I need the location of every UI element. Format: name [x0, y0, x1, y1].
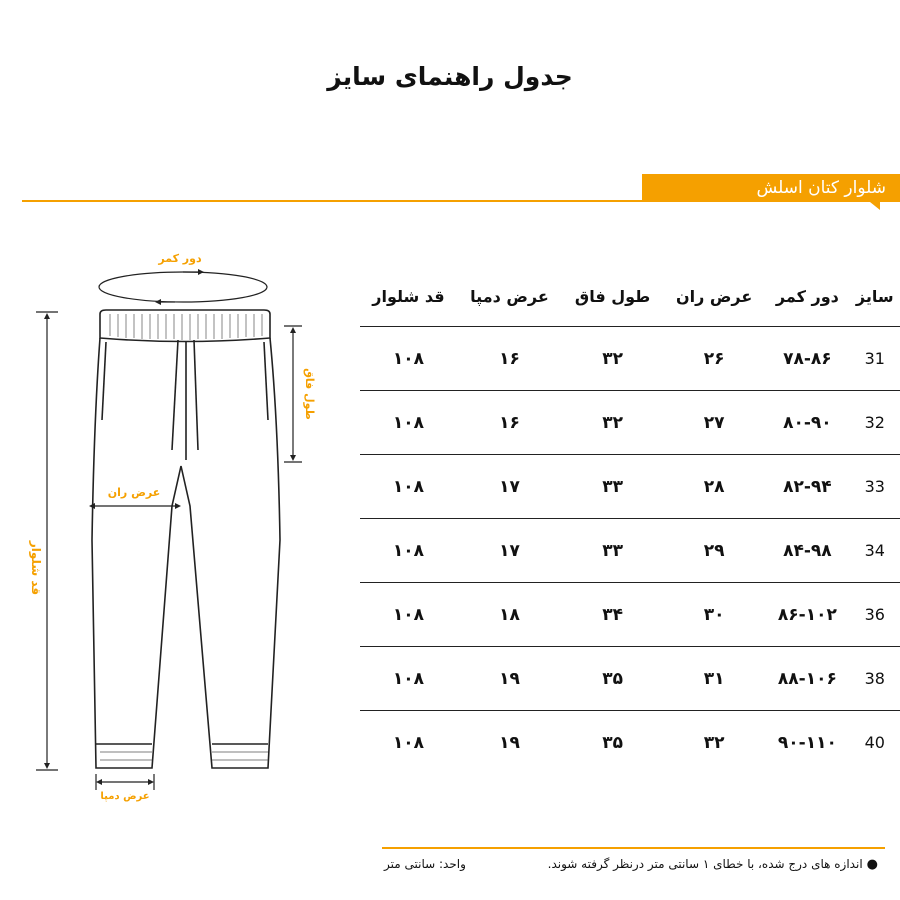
hem-cell: ۱۶ — [457, 327, 562, 391]
waist-measure-ellipse — [99, 272, 267, 302]
size-cell: 36 — [850, 583, 900, 647]
rise-cell: ۳۲ — [562, 327, 663, 391]
size-cell: 33 — [850, 455, 900, 519]
pants-diagram — [0, 230, 340, 810]
header-rise: طول فاق — [562, 266, 663, 327]
thigh-cell: ۲۷ — [663, 391, 765, 455]
table-row — [360, 455, 900, 519]
footnote — [548, 857, 878, 872]
length-cell: ۱۰۸ — [360, 519, 457, 583]
length-cell: ۱۰۸ — [360, 391, 457, 455]
product-name-tab: شلوار کتان اسلش — [642, 174, 900, 202]
table-row — [360, 583, 900, 647]
table-header-row — [360, 266, 900, 327]
thigh-cell: ۳۱ — [663, 647, 765, 711]
waist-cell: ۸۸-۱۰۶ — [765, 647, 849, 711]
footnote-text: اندازه های درج شده، با خطای ۱ سانتی متر درنظر گرفته شوند. — [547, 857, 863, 871]
size-table — [360, 266, 900, 774]
thigh-label: عرض ران — [107, 486, 161, 499]
table-row — [360, 391, 900, 455]
table-row — [360, 327, 900, 391]
hem-cell: ۱۹ — [457, 647, 562, 711]
hem-cell: ۱۷ — [457, 519, 562, 583]
rise-cell: ۳۳ — [562, 455, 663, 519]
waist-label: دور کمر — [158, 252, 202, 265]
rise-cell: ۳۲ — [562, 391, 663, 455]
length-cell: ۱۰۸ — [360, 455, 457, 519]
thigh-cell: ۲۹ — [663, 519, 765, 583]
hem-label: عرض دمپا — [100, 791, 150, 802]
waist-cell: ۸۲-۹۴ — [765, 455, 849, 519]
size-cell: 40 — [864, 733, 885, 752]
waistband-ribbing — [100, 314, 268, 760]
waist-cell: ۸۶-۱۰۲ — [765, 583, 849, 647]
size-cell: 32 — [850, 391, 900, 455]
table-row — [360, 711, 900, 775]
table-row — [360, 519, 900, 583]
size-cell: 31 — [850, 327, 900, 391]
product-tab-tail-shape — [870, 202, 880, 210]
length-cell: ۱۰۸ — [392, 732, 424, 753]
header-size: سایز — [850, 266, 900, 327]
rise-cell: ۳۴ — [562, 583, 663, 647]
waist-cell: ۷۸-۸۶ — [765, 327, 849, 391]
rise-label: طول فاق — [303, 368, 316, 420]
size-cell: 38 — [850, 647, 900, 711]
rise-cell: ۳۵ — [602, 732, 623, 753]
length-cell: ۱۰۸ — [360, 583, 457, 647]
thigh-cell: ۳۰ — [663, 583, 765, 647]
section-divider-bottom — [382, 847, 885, 849]
size-cell: 34 — [850, 519, 900, 583]
length-label: قد شلوار — [29, 540, 43, 596]
rise-cell: ۳۳ — [562, 519, 663, 583]
thigh-cell: ۲۶ — [663, 327, 765, 391]
hem-cell: ۱۸ — [457, 583, 562, 647]
hem-cell: ۱۶ — [457, 391, 562, 455]
header-hem: عرض دمپا — [457, 266, 562, 327]
hem-cell: ۱۷ — [457, 455, 562, 519]
hem-measure-line — [96, 774, 154, 790]
hem-cell: ۱۹ — [499, 732, 520, 753]
header-thigh: عرض ران — [663, 266, 765, 327]
waist-cell: ۸۴-۹۸ — [765, 519, 849, 583]
header-waist: دور کمر — [765, 266, 849, 327]
table-row — [360, 647, 900, 711]
section-divider-top — [22, 200, 642, 202]
length-cell: ۱۰۸ — [360, 327, 457, 391]
pants-outline — [92, 310, 280, 768]
waist-cell: ۸۰-۹۰ — [765, 391, 849, 455]
unit-note: واحد: سانتی متر — [384, 857, 466, 871]
header-length: قد شلوار — [360, 266, 457, 327]
thigh-cell: ۳۲ — [703, 732, 725, 753]
length-cell: ۱۰۸ — [360, 647, 457, 711]
rise-cell: ۳۵ — [562, 647, 663, 711]
bullet-dot-icon: ● — [866, 857, 878, 872]
waist-cell: ۹۰-۱۱۰ — [777, 732, 837, 753]
page-title: جدول راهنمای سایز — [327, 62, 573, 91]
rise-measure-line — [284, 326, 302, 462]
thigh-cell: ۲۸ — [663, 455, 765, 519]
